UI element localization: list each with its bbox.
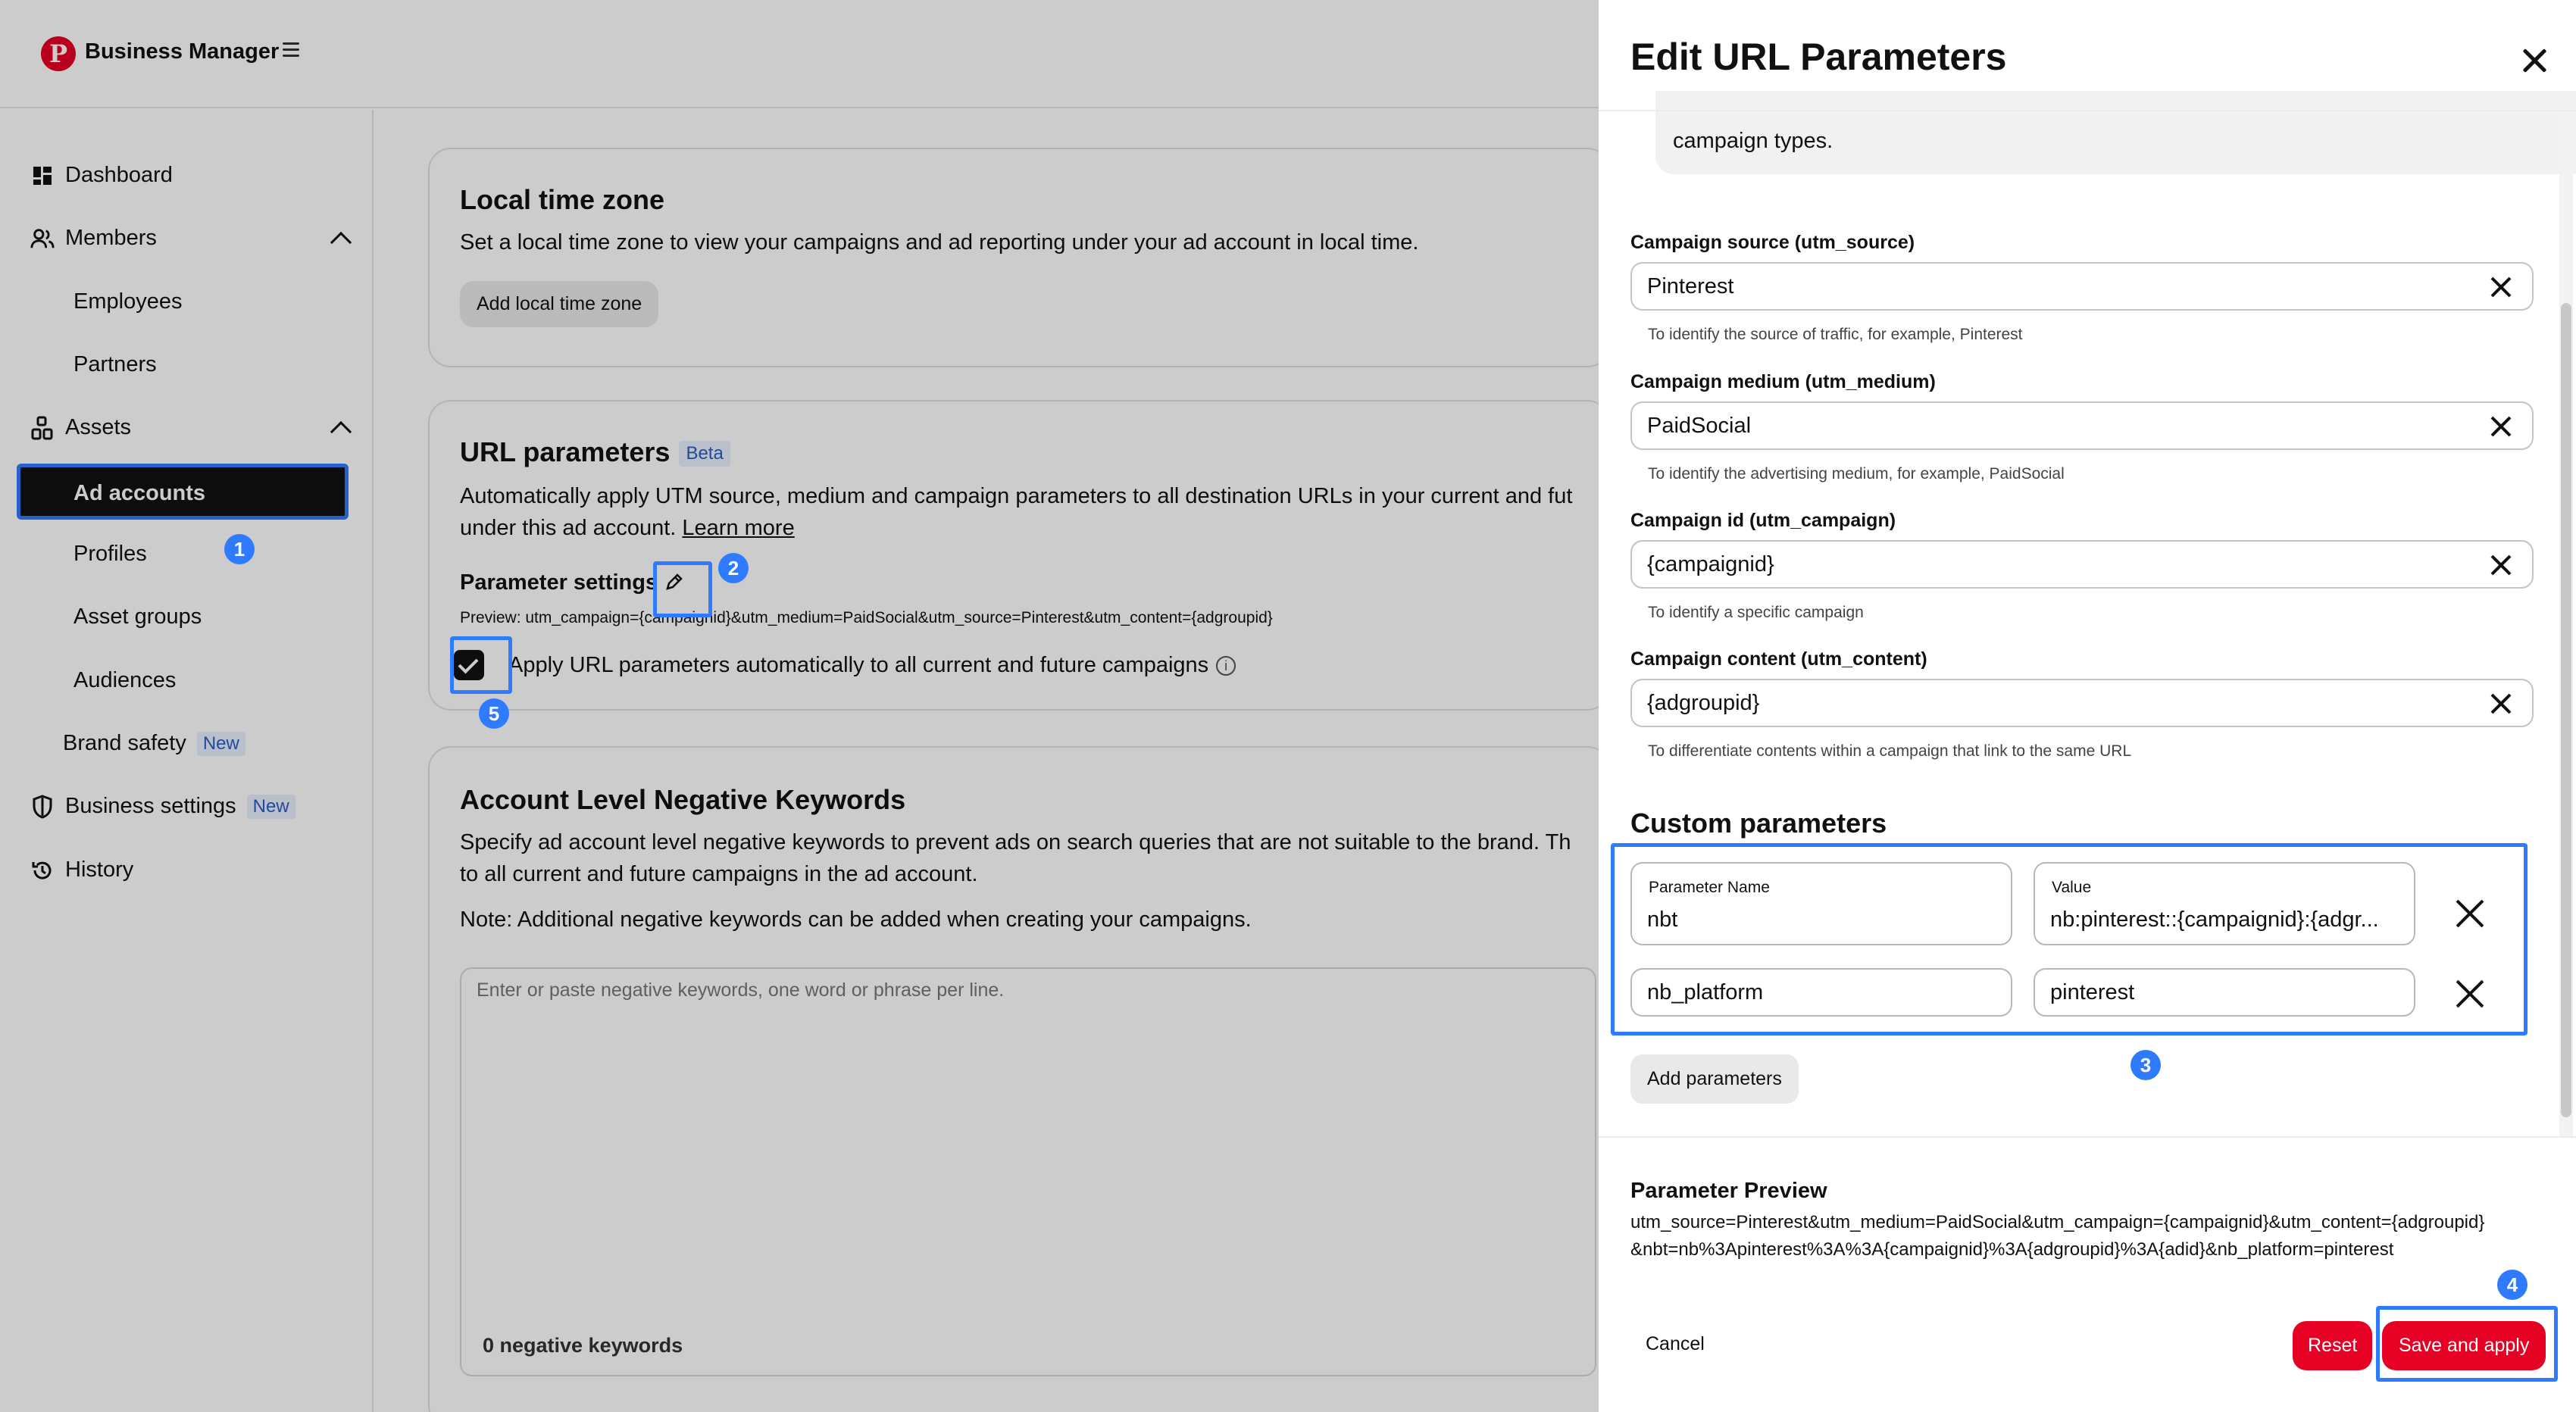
sidebar-item-label: Assets — [65, 415, 132, 439]
utm-content-label: Campaign content (utm_content) — [1630, 648, 1927, 670]
new-badge: New — [197, 732, 245, 756]
banner-text: campaign types. — [1673, 129, 1834, 153]
close-icon[interactable] — [2519, 45, 2549, 76]
section-description: Set a local time zone to view your campaigns and ad reporting under your ad account in local time. — [460, 230, 1419, 255]
info-banner — [1655, 91, 2576, 174]
drawer-header-divider — [1599, 110, 2576, 111]
edit-url-parameters-drawer — [1599, 0, 2576, 1412]
textarea-placeholder: Enter or paste negative keywords, one word or phrase per line. — [477, 979, 1005, 1001]
utm-medium-value: PaidSocial — [1647, 414, 1752, 438]
utm-medium-input[interactable] — [1630, 401, 2534, 450]
section-description: Specify ad account level negative keywords to prevent ads on search queries that are not suitable to the brand. Th — [460, 830, 1571, 854]
step-marker-2: 2 — [718, 553, 749, 583]
beta-badge: Beta — [679, 441, 730, 467]
add-parameters-button[interactable]: Add parameters — [1630, 1054, 1799, 1104]
edit-icon-highlight — [653, 561, 712, 617]
step-marker-5: 5 — [479, 698, 509, 729]
scrollbar-thumb[interactable] — [2561, 303, 2571, 1117]
sidebar-item-label: Partners — [73, 352, 157, 376]
sidebar-item-label: Asset groups — [73, 604, 202, 629]
utm-medium-label: Campaign medium (utm_medium) — [1630, 371, 1936, 392]
utm-content-value: {adgroupid} — [1647, 691, 1760, 715]
url-parameters-preview: Preview: utm_campaign={campaignid}&utm_medium=PaidSocial&utm_source=Pinterest&utm_content={adgroupid} — [460, 609, 1273, 626]
sidebar-item-label: Ad accounts — [73, 481, 206, 505]
utm-source-help: To identify the source of traffic, for example, Pinterest — [1648, 326, 2023, 343]
param-value-label: Value — [2052, 879, 2092, 896]
step-marker-4: 4 — [2497, 1270, 2528, 1300]
clear-icon[interactable] — [2490, 276, 2512, 298]
section-title: Local time zone — [460, 184, 665, 215]
step-marker-3: 3 — [2131, 1050, 2161, 1080]
utm-content-help: To differentiate contents within a campaign that link to the same URL — [1648, 742, 2132, 760]
checkbox-highlight — [450, 636, 512, 694]
checkbox-label-text: Apply URL parameters automatically to all current and future campaigns — [508, 653, 1209, 677]
new-badge: New — [247, 795, 295, 819]
pinterest-logo-icon[interactable]: P — [41, 36, 76, 71]
sidebar-item-label: History — [65, 858, 134, 882]
sidebar-item-label: Employees — [73, 289, 183, 314]
parameter-preview-text: utm_source=Pinterest&utm_medium=PaidSocial&utm_campaign={campaignid}&utm_content={adgroupid}&nbt=nb%3Apinterest%3A%3A{campaignid}%3A{adgroupid}%3A{adid}&nb_platform=pinterest — [1630, 1212, 2485, 1260]
sidebar-item-label: Profiles — [73, 542, 147, 566]
utm-campaign-label: Campaign id (utm_campaign) — [1630, 510, 1896, 531]
sidebar-item-label: Audiences — [73, 668, 177, 692]
learn-more-link[interactable]: Learn more — [682, 516, 795, 540]
sidebar-item-label: Dashboard — [65, 163, 173, 187]
utm-campaign-value: {campaignid} — [1647, 552, 1774, 576]
info-icon[interactable]: i — [1216, 656, 1236, 676]
section-description: Automatically apply UTM source, medium and campaign parameters to all destination URLs in your current and fut — [460, 484, 1573, 508]
description-text: under this ad account. — [460, 516, 677, 540]
add-local-time-zone-button[interactable]: Add local time zone — [460, 281, 658, 327]
param-name-value: nbt — [1647, 907, 1678, 932]
negative-keywords-count: 0 negative keywords — [483, 1334, 683, 1357]
save-and-apply-button[interactable]: Save and apply — [2382, 1321, 2546, 1370]
custom-parameters-title: Custom parameters — [1630, 808, 1887, 839]
utm-source-value: Pinterest — [1647, 274, 1734, 298]
param-value-value: pinterest — [2050, 980, 2135, 1004]
utm-content-input[interactable] — [1630, 679, 2534, 727]
utm-medium-help: To identify the advertising medium, for example, PaidSocial — [1648, 465, 2065, 483]
utm-campaign-help: To identify a specific campaign — [1648, 604, 1864, 621]
sidebar-item-label: Brand safety — [63, 731, 186, 755]
section-description-line2: to all current and future campaigns in the ad account. — [460, 862, 978, 886]
clear-icon[interactable] — [2490, 554, 2512, 576]
save-button-highlight — [2376, 1306, 2558, 1382]
utm-source-input[interactable] — [1630, 262, 2534, 311]
drawer-title: Edit URL Parameters — [1630, 36, 2007, 78]
param-value-value: nb:pinterest::{campaignid}:{adgr... — [2050, 907, 2379, 932]
sidebar-item-label: Business settings — [65, 794, 236, 818]
sidebar-item-label: Members — [65, 226, 157, 250]
negative-keywords-note: Note: Additional negative keywords can be added when creating your campaigns. — [460, 907, 1252, 932]
utm-campaign-input[interactable] — [1630, 540, 2534, 589]
url-parameters-title: URL parameters — [460, 436, 671, 467]
param-name-value: nb_platform — [1647, 980, 1764, 1004]
cancel-button[interactable]: Cancel — [1646, 1333, 1705, 1354]
clear-icon[interactable] — [2490, 415, 2512, 438]
param-name-label: Parameter Name — [1649, 879, 1770, 896]
clear-icon[interactable] — [2490, 692, 2512, 715]
brand-title: Business Manager — [85, 39, 280, 64]
custom-params-highlight — [1611, 843, 2528, 1036]
parameter-preview-title: Parameter Preview — [1630, 1179, 1827, 1203]
parameter-settings-label: Parameter settings — [460, 570, 658, 595]
utm-source-label: Campaign source (utm_source) — [1630, 232, 1915, 253]
reset-button[interactable]: Reset — [2293, 1321, 2372, 1370]
section-title: Account Level Negative Keywords — [460, 784, 906, 815]
step-marker-1: 1 — [224, 534, 255, 564]
drawer-footer-divider — [1599, 1136, 2576, 1138]
